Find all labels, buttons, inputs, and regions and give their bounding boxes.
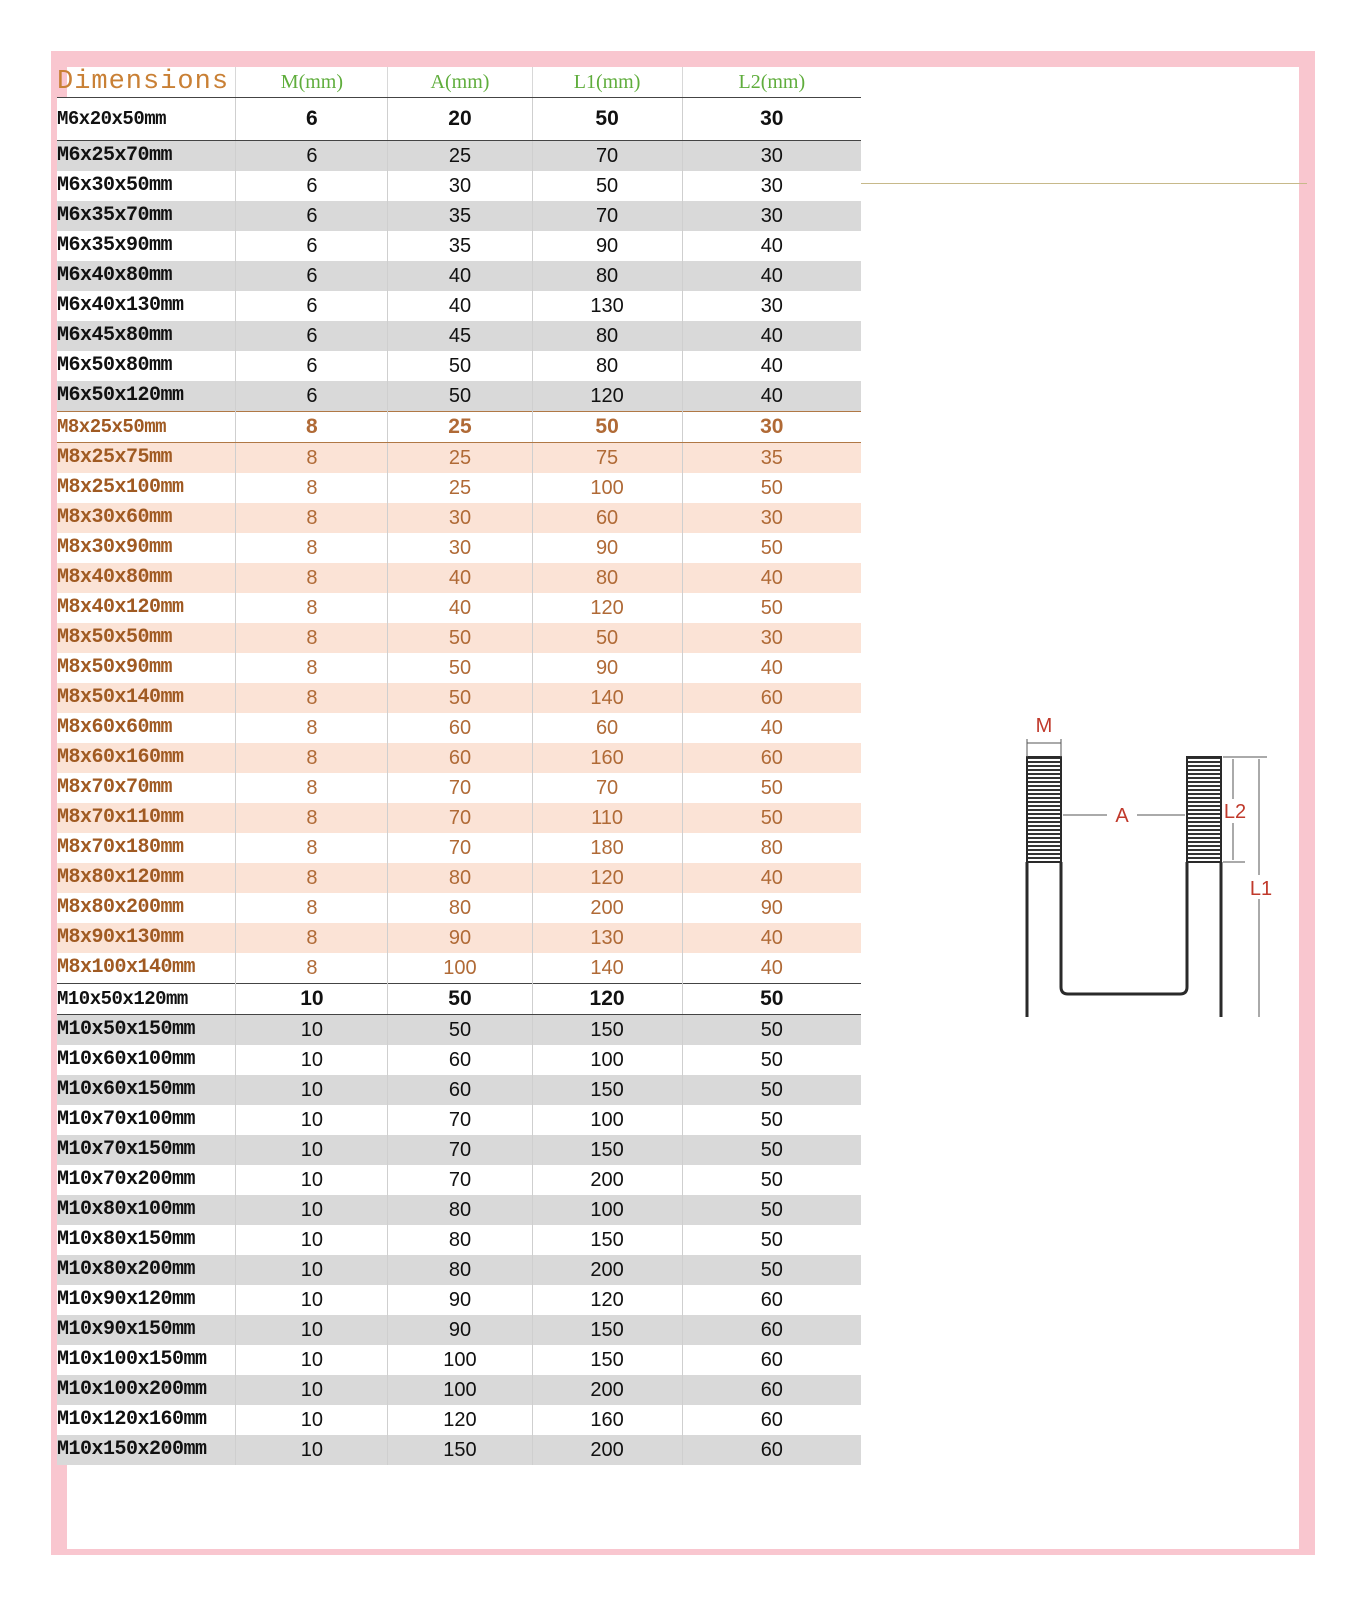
- l2-cell: 40: [682, 381, 861, 412]
- table-row: [57, 1375, 861, 1405]
- a-cell: 50: [388, 381, 532, 412]
- table-body: [57, 98, 861, 1466]
- l2-cell: 30: [682, 141, 861, 172]
- table-row: [57, 231, 861, 261]
- m-cell: 6: [236, 261, 388, 291]
- table-row: [57, 321, 861, 351]
- a-cell: 25: [388, 412, 532, 443]
- dimension-cell: M8x40x80mm: [57, 563, 236, 593]
- dimension-cell: M8x50x140mm: [57, 683, 236, 713]
- header-l2: L2(mm): [682, 67, 861, 98]
- l2-cell: 30: [682, 98, 861, 141]
- a-cell: 25: [388, 443, 532, 474]
- m-cell: 8: [236, 923, 388, 953]
- l1-cell: 150: [532, 1345, 682, 1375]
- l2-cell: 40: [682, 231, 861, 261]
- l2-cell: 30: [682, 623, 861, 653]
- m-cell: 10: [236, 1435, 388, 1465]
- dimension-cell: M8x50x50mm: [57, 623, 236, 653]
- l1-cell: 80: [532, 321, 682, 351]
- table-row: [57, 1195, 861, 1225]
- m-cell: 10: [236, 1105, 388, 1135]
- dimension-cell: M8x80x200mm: [57, 893, 236, 923]
- m-cell: 10: [236, 984, 388, 1015]
- table-row: [57, 563, 861, 593]
- m-cell: 10: [236, 1345, 388, 1375]
- a-cell: 90: [388, 923, 532, 953]
- l1-cell: 200: [532, 1435, 682, 1465]
- dimension-cell: M6x25x70mm: [57, 141, 236, 172]
- m-cell: 10: [236, 1285, 388, 1315]
- l1-cell: 60: [532, 713, 682, 743]
- table-row: [57, 1255, 861, 1285]
- m-cell: 6: [236, 321, 388, 351]
- m-cell: 10: [236, 1225, 388, 1255]
- l1-cell: 100: [532, 1045, 682, 1075]
- l1-cell: 140: [532, 683, 682, 713]
- u-bolt-icon: [975, 677, 1275, 1017]
- a-cell: 50: [388, 653, 532, 683]
- l2-cell: 50: [682, 984, 861, 1015]
- dimension-cell: M10x50x150mm: [57, 1015, 236, 1046]
- m-cell: 10: [236, 1195, 388, 1225]
- m-cell: 8: [236, 443, 388, 474]
- a-cell: 50: [388, 623, 532, 653]
- m-cell: 10: [236, 1255, 388, 1285]
- l2-cell: 40: [682, 261, 861, 291]
- l1-cell: 160: [532, 743, 682, 773]
- m-cell: 8: [236, 683, 388, 713]
- dimension-cell: M10x70x200mm: [57, 1165, 236, 1195]
- l2-cell: 60: [682, 1285, 861, 1315]
- m-cell: 6: [236, 231, 388, 261]
- l2-cell: 60: [682, 1435, 861, 1465]
- table-row: [57, 1165, 861, 1195]
- l2-cell: 40: [682, 953, 861, 984]
- dimension-cell: M6x35x70mm: [57, 201, 236, 231]
- l2-cell: 60: [682, 1315, 861, 1345]
- a-cell: 40: [388, 593, 532, 623]
- a-cell: 70: [388, 833, 532, 863]
- l2-cell: 80: [682, 833, 861, 863]
- l2-cell: 40: [682, 563, 861, 593]
- l2-cell: 40: [682, 923, 861, 953]
- dimension-cell: M10x70x150mm: [57, 1135, 236, 1165]
- table-row: [57, 1105, 861, 1135]
- l1-cell: 120: [532, 381, 682, 412]
- m-cell: 10: [236, 1405, 388, 1435]
- a-cell: 60: [388, 713, 532, 743]
- dimension-cell: M6x50x80mm: [57, 351, 236, 381]
- table-row: [57, 291, 861, 321]
- table-row: [57, 893, 861, 923]
- table-row: [57, 261, 861, 291]
- m-cell: 8: [236, 743, 388, 773]
- table-row: [57, 1405, 861, 1435]
- table-row: [57, 1075, 861, 1105]
- dimension-cell: M8x25x100mm: [57, 473, 236, 503]
- a-cell: 100: [388, 953, 532, 984]
- a-cell: 90: [388, 1285, 532, 1315]
- table-row: [57, 1285, 861, 1315]
- dimension-cell: M8x30x60mm: [57, 503, 236, 533]
- m-cell: 8: [236, 713, 388, 743]
- l2-cell: 50: [682, 1105, 861, 1135]
- dimension-cell: M6x20x50mm: [57, 98, 236, 141]
- a-cell: 35: [388, 201, 532, 231]
- table-row: [57, 1225, 861, 1255]
- l2-cell: 60: [682, 683, 861, 713]
- table-row: [57, 141, 861, 172]
- l1-cell: 50: [532, 623, 682, 653]
- m-cell: 10: [236, 1075, 388, 1105]
- m-cell: 6: [236, 381, 388, 412]
- a-cell: 50: [388, 1015, 532, 1046]
- l1-cell: 75: [532, 443, 682, 474]
- a-cell: 40: [388, 261, 532, 291]
- dimension-cell: M8x30x90mm: [57, 533, 236, 563]
- table-row: [57, 984, 861, 1015]
- m-cell: 10: [236, 1315, 388, 1345]
- l1-cell: 90: [532, 231, 682, 261]
- table-row: [57, 1315, 861, 1345]
- l2-cell: 50: [682, 473, 861, 503]
- m-cell: 10: [236, 1135, 388, 1165]
- l1-cell: 120: [532, 984, 682, 1015]
- dimension-cell: M8x25x75mm: [57, 443, 236, 474]
- l1-cell: 150: [532, 1135, 682, 1165]
- dimension-cell: M8x60x160mm: [57, 743, 236, 773]
- m-cell: 8: [236, 623, 388, 653]
- dimension-cell: M10x80x150mm: [57, 1225, 236, 1255]
- m-cell: 8: [236, 533, 388, 563]
- table-row: [57, 803, 861, 833]
- l2-cell: 30: [682, 171, 861, 201]
- dimension-cell: M10x80x200mm: [57, 1255, 236, 1285]
- dimension-cell: M8x90x130mm: [57, 923, 236, 953]
- l1-cell: 180: [532, 833, 682, 863]
- a-cell: 80: [388, 893, 532, 923]
- table-row: [57, 683, 861, 713]
- l1-cell: 150: [532, 1015, 682, 1046]
- l1-cell: 150: [532, 1315, 682, 1345]
- a-cell: 30: [388, 171, 532, 201]
- l2-cell: 40: [682, 321, 861, 351]
- a-cell: 25: [388, 141, 532, 172]
- l2-cell: 30: [682, 503, 861, 533]
- l2-cell: 35: [682, 443, 861, 474]
- m-cell: 10: [236, 1375, 388, 1405]
- table-row: [57, 833, 861, 863]
- table-row: [57, 351, 861, 381]
- dimension-cell: M10x60x150mm: [57, 1075, 236, 1105]
- l1-cell: 120: [532, 863, 682, 893]
- a-cell: 100: [388, 1375, 532, 1405]
- a-cell: 40: [388, 291, 532, 321]
- l1-cell: 70: [532, 201, 682, 231]
- l2-cell: 50: [682, 803, 861, 833]
- m-cell: 6: [236, 141, 388, 172]
- table-row: [57, 1435, 861, 1465]
- l1-cell: 200: [532, 1375, 682, 1405]
- dimension-cell: M10x90x150mm: [57, 1315, 236, 1345]
- m-cell: 8: [236, 803, 388, 833]
- table-row: [57, 923, 861, 953]
- a-cell: 150: [388, 1435, 532, 1465]
- l2-cell: 60: [682, 1405, 861, 1435]
- m-cell: 8: [236, 503, 388, 533]
- l1-cell: 200: [532, 893, 682, 923]
- dimension-cell: M10x100x150mm: [57, 1345, 236, 1375]
- l1-cell: 60: [532, 503, 682, 533]
- m-cell: 10: [236, 1045, 388, 1075]
- l2-cell: 50: [682, 1015, 861, 1046]
- dimensions-table: [57, 67, 861, 1465]
- a-cell: 50: [388, 351, 532, 381]
- table-row: [57, 863, 861, 893]
- l2-cell: 40: [682, 713, 861, 743]
- dimension-cell: M8x60x60mm: [57, 713, 236, 743]
- l1-cell: 160: [532, 1405, 682, 1435]
- a-cell: 70: [388, 773, 532, 803]
- header-m: M(mm): [236, 67, 388, 98]
- l1-cell: 90: [532, 653, 682, 683]
- dimension-cell: M8x25x50mm: [57, 412, 236, 443]
- dimension-cell: M8x40x120mm: [57, 593, 236, 623]
- m-cell: 10: [236, 1015, 388, 1046]
- l2-cell: 50: [682, 533, 861, 563]
- l2-cell: 90: [682, 893, 861, 923]
- table-row: [57, 623, 861, 653]
- dimension-cell: M6x45x80mm: [57, 321, 236, 351]
- a-cell: 80: [388, 1195, 532, 1225]
- l1-cell: 80: [532, 261, 682, 291]
- m-cell: 8: [236, 593, 388, 623]
- l2-cell: 50: [682, 1045, 861, 1075]
- dimension-cell: M8x100x140mm: [57, 953, 236, 984]
- l2-cell: 30: [682, 201, 861, 231]
- table-row: [57, 412, 861, 443]
- l2-cell: 40: [682, 351, 861, 381]
- table-row: [57, 503, 861, 533]
- l1-cell: 50: [532, 412, 682, 443]
- l2-cell: 50: [682, 1165, 861, 1195]
- l2-cell: 40: [682, 863, 861, 893]
- table-row: [57, 1045, 861, 1075]
- a-cell: 20: [388, 98, 532, 141]
- m-cell: 10: [236, 1165, 388, 1195]
- table-row: [57, 713, 861, 743]
- l2-cell: 50: [682, 1075, 861, 1105]
- l1-cell: 120: [532, 1285, 682, 1315]
- l2-cell: 40: [682, 653, 861, 683]
- l1-cell: 130: [532, 291, 682, 321]
- l1-cell: 200: [532, 1165, 682, 1195]
- a-cell: 30: [388, 533, 532, 563]
- l1-cell: 70: [532, 773, 682, 803]
- a-cell: 60: [388, 743, 532, 773]
- table-row: [57, 201, 861, 231]
- m-cell: 8: [236, 833, 388, 863]
- a-cell: 40: [388, 563, 532, 593]
- table-row: [57, 171, 861, 201]
- l2-cell: 50: [682, 1255, 861, 1285]
- a-cell: 120: [388, 1405, 532, 1435]
- dimension-cell: M6x30x50mm: [57, 171, 236, 201]
- a-cell: 45: [388, 321, 532, 351]
- l2-cell: 50: [682, 593, 861, 623]
- dimension-cell: M10x70x100mm: [57, 1105, 236, 1135]
- m-cell: 8: [236, 653, 388, 683]
- table-row: [57, 1345, 861, 1375]
- dimension-cell: M6x40x80mm: [57, 261, 236, 291]
- m-cell: 6: [236, 171, 388, 201]
- l1-cell: 50: [532, 98, 682, 141]
- l1-cell: 70: [532, 141, 682, 172]
- a-cell: 70: [388, 1135, 532, 1165]
- l2-cell: 50: [682, 773, 861, 803]
- dimension-cell: M8x70x180mm: [57, 833, 236, 863]
- l1-cell: 50: [532, 171, 682, 201]
- dimension-cell: M10x60x100mm: [57, 1045, 236, 1075]
- l1-cell: 100: [532, 1195, 682, 1225]
- l1-cell: 110: [532, 803, 682, 833]
- dimension-cell: M10x50x120mm: [57, 984, 236, 1015]
- l2-cell: 50: [682, 1225, 861, 1255]
- l1-cell: 100: [532, 1105, 682, 1135]
- l1-cell: 120: [532, 593, 682, 623]
- l1-cell: 80: [532, 563, 682, 593]
- l1-cell: 80: [532, 351, 682, 381]
- dimension-cell: M6x40x130mm: [57, 291, 236, 321]
- dimension-cell: M10x100x200mm: [57, 1375, 236, 1405]
- dimension-cell: M10x90x120mm: [57, 1285, 236, 1315]
- table-row: [57, 743, 861, 773]
- l2-cell: 60: [682, 1375, 861, 1405]
- diagram-label-l1: L1: [1249, 878, 1273, 900]
- header-divider: [861, 183, 1307, 184]
- l2-cell: 60: [682, 743, 861, 773]
- a-cell: 100: [388, 1345, 532, 1375]
- a-cell: 60: [388, 1045, 532, 1075]
- header-dimensions: Dimensions: [57, 67, 236, 98]
- l2-cell: 50: [682, 1135, 861, 1165]
- a-cell: 80: [388, 863, 532, 893]
- table-row: [57, 653, 861, 683]
- a-cell: 70: [388, 1105, 532, 1135]
- m-cell: 8: [236, 863, 388, 893]
- dimension-cell: M8x80x120mm: [57, 863, 236, 893]
- a-cell: 60: [388, 1075, 532, 1105]
- l1-cell: 200: [532, 1255, 682, 1285]
- m-cell: 6: [236, 98, 388, 141]
- a-cell: 70: [388, 803, 532, 833]
- table-row: [57, 1015, 861, 1046]
- a-cell: 35: [388, 231, 532, 261]
- l1-cell: 150: [532, 1225, 682, 1255]
- a-cell: 80: [388, 1255, 532, 1285]
- l2-cell: 30: [682, 412, 861, 443]
- l1-cell: 100: [532, 473, 682, 503]
- a-cell: 80: [388, 1225, 532, 1255]
- l1-cell: 130: [532, 923, 682, 953]
- dimension-cell: M10x120x160mm: [57, 1405, 236, 1435]
- header-a: A(mm): [388, 67, 532, 98]
- table-row: [57, 473, 861, 503]
- table-row: [57, 98, 861, 141]
- dimension-cell: M10x80x100mm: [57, 1195, 236, 1225]
- m-cell: 6: [236, 291, 388, 321]
- diagram-label-a: A: [1115, 805, 1129, 827]
- a-cell: 50: [388, 984, 532, 1015]
- l2-cell: 60: [682, 1345, 861, 1375]
- table-row: [57, 443, 861, 474]
- l1-cell: 90: [532, 533, 682, 563]
- l2-cell: 30: [682, 291, 861, 321]
- header-l1: L1(mm): [532, 67, 682, 98]
- table-row: [57, 533, 861, 563]
- l1-cell: 140: [532, 953, 682, 984]
- a-cell: 70: [388, 1165, 532, 1195]
- table-row: [57, 773, 861, 803]
- a-cell: 90: [388, 1315, 532, 1345]
- l2-cell: 50: [682, 1195, 861, 1225]
- diagram-label-l2: L2: [1223, 801, 1247, 823]
- m-cell: 8: [236, 563, 388, 593]
- diagram-label-m: M: [1035, 715, 1053, 737]
- dimension-cell: M6x50x120mm: [57, 381, 236, 412]
- m-cell: 8: [236, 953, 388, 984]
- table-row: [57, 1135, 861, 1165]
- dimension-cell: M6x35x90mm: [57, 231, 236, 261]
- a-cell: 30: [388, 503, 532, 533]
- dimension-cell: M8x70x110mm: [57, 803, 236, 833]
- dimension-cell: M8x70x70mm: [57, 773, 236, 803]
- spec-sheet: [57, 67, 1310, 1549]
- m-cell: 8: [236, 412, 388, 443]
- m-cell: 6: [236, 201, 388, 231]
- a-cell: 25: [388, 473, 532, 503]
- m-cell: 8: [236, 473, 388, 503]
- m-cell: 6: [236, 351, 388, 381]
- dimension-cell: M10x150x200mm: [57, 1435, 236, 1465]
- m-cell: 8: [236, 773, 388, 803]
- l1-cell: 150: [532, 1075, 682, 1105]
- dimension-cell: M8x50x90mm: [57, 653, 236, 683]
- a-cell: 50: [388, 683, 532, 713]
- table-row: [57, 953, 861, 984]
- table-row: [57, 593, 861, 623]
- m-cell: 8: [236, 893, 388, 923]
- table-header-row: [57, 67, 861, 98]
- table-row: [57, 381, 861, 412]
